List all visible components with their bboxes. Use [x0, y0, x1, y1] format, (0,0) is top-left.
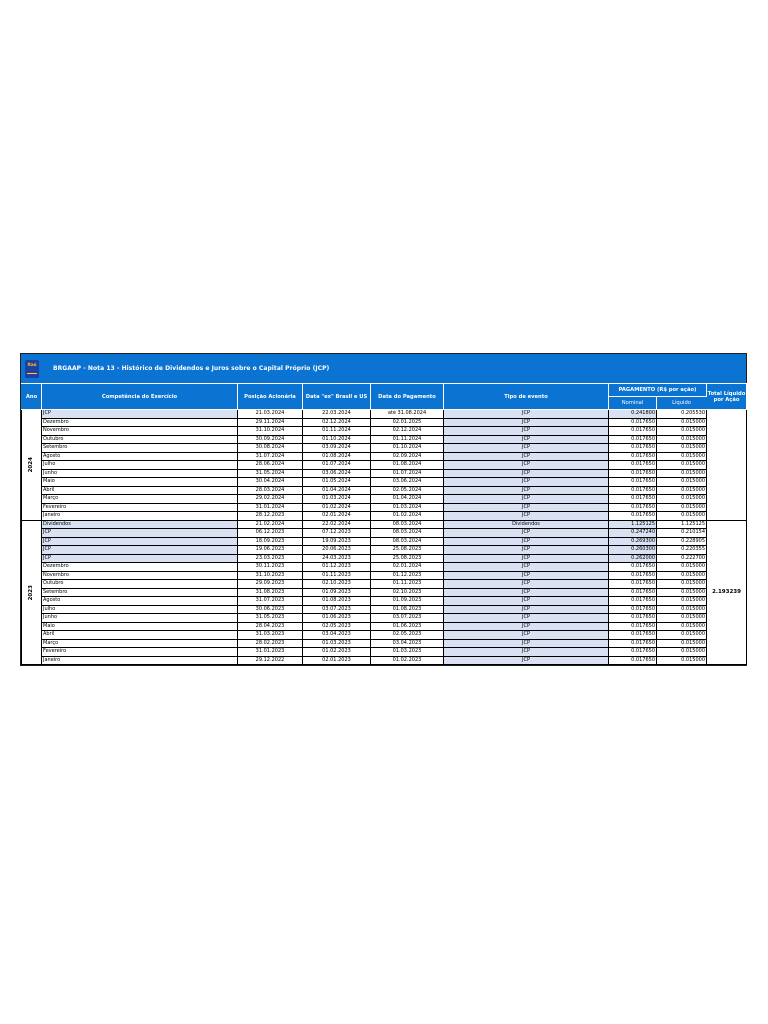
cell-liquido: 0.015000 — [657, 571, 707, 580]
cell-data-ex: 01.02.2023 — [303, 648, 371, 657]
cell-data-ex: 02.12.2024 — [303, 418, 371, 427]
cell-tipo-evento: JCP — [444, 580, 609, 589]
cell-tipo-evento: JCP — [444, 418, 609, 427]
cell-data-pagamento: 03.07.2023 — [371, 614, 444, 623]
cell-nominal: 0.241800 — [609, 410, 657, 419]
cell-competencia: Novembro — [42, 427, 238, 436]
cell-total-liquido — [707, 410, 747, 521]
cell-liquido: 0.015000 — [657, 631, 707, 640]
cell-liquido: 0.015000 — [657, 512, 707, 521]
cell-nominal: 0.017650 — [609, 597, 657, 606]
cell-data-pagamento: até 31.08.2024 — [371, 410, 444, 419]
cell-data-pagamento: 08.03.2024 — [371, 529, 444, 538]
cell-tipo-evento: JCP — [444, 631, 609, 640]
cell-liquido: 0.015000 — [657, 461, 707, 470]
cell-nominal: 0.017650 — [609, 486, 657, 495]
cell-liquido: 0.015000 — [657, 563, 707, 572]
itau-logo — [25, 360, 39, 378]
cell-liquido: 0.015000 — [657, 597, 707, 606]
cell-competencia: Julho — [42, 461, 238, 470]
cell-competencia: Janeiro — [42, 656, 238, 665]
table-row — [22, 580, 747, 589]
cell-liquido: 0.015000 — [657, 648, 707, 657]
cell-tipo-evento: JCP — [444, 622, 609, 631]
cell-posicao-acionaria: 31.01.2023 — [238, 648, 303, 657]
cell-tipo-evento: JCP — [444, 486, 609, 495]
cell-tipo-evento: JCP — [444, 495, 609, 504]
cell-data-pagamento: 08.03.2024 — [371, 537, 444, 546]
cell-tipo-evento: JCP — [444, 435, 609, 444]
table-row — [22, 452, 747, 461]
cell-liquido: 1.125125 — [657, 520, 707, 529]
cell-competencia: Abril — [42, 631, 238, 640]
cell-data-pagamento: 01.12.2023 — [371, 571, 444, 580]
cell-data-pagamento: 01.04.2024 — [371, 495, 444, 504]
cell-competencia: Setembro — [42, 588, 238, 597]
cell-data-ex: 01.04.2024 — [303, 486, 371, 495]
cell-liquido: 0.015000 — [657, 588, 707, 597]
cell-competencia: Fevereiro — [42, 503, 238, 512]
cell-data-ex: 19.09.2023 — [303, 537, 371, 546]
cell-data-pagamento: 01.08.2024 — [371, 461, 444, 470]
cell-tipo-evento: JCP — [444, 512, 609, 521]
cell-liquido: 0.015000 — [657, 639, 707, 648]
cell-data-ex: 03.09.2024 — [303, 444, 371, 453]
cell-posicao-acionaria: 29.02.2024 — [238, 495, 303, 504]
cell-posicao-acionaria: 30.06.2023 — [238, 605, 303, 614]
header-total-liquido: Total Líquido por Ação — [707, 384, 747, 410]
title-bar — [21, 354, 746, 383]
cell-nominal: 0.017650 — [609, 563, 657, 572]
cell-liquido: 0.015000 — [657, 503, 707, 512]
cell-data-pagamento: 02.09.2024 — [371, 452, 444, 461]
cell-competencia: Janeiro — [42, 512, 238, 521]
table-header — [22, 384, 747, 410]
header-competencia: Competência do Exercício — [42, 384, 238, 410]
cell-competencia: Maio — [42, 478, 238, 487]
cell-tipo-evento: JCP — [444, 410, 609, 419]
cell-liquido: 0.015000 — [657, 452, 707, 461]
cell-data-pagamento: 01.09.2023 — [371, 597, 444, 606]
table-row — [22, 571, 747, 580]
cell-competencia: Março — [42, 495, 238, 504]
cell-competencia: Março — [42, 639, 238, 648]
cell-liquido: 0.015000 — [657, 495, 707, 504]
cell-competencia: Julho — [42, 605, 238, 614]
cell-data-ex: 07.12.2023 — [303, 529, 371, 538]
cell-nominal: 0.017650 — [609, 435, 657, 444]
table-row — [22, 427, 747, 436]
cell-competencia: JCP — [42, 537, 238, 546]
cell-data-pagamento: 02.05.2024 — [371, 486, 444, 495]
table-row — [22, 529, 747, 538]
cell-data-pagamento: 25.08.2023 — [371, 554, 444, 563]
cell-data-pagamento: 01.07.2024 — [371, 469, 444, 478]
cell-nominal: 0.017650 — [609, 512, 657, 521]
cell-posicao-acionaria: 28.03.2024 — [238, 486, 303, 495]
cell-competencia: Junho — [42, 614, 238, 623]
table-row — [22, 410, 747, 419]
cell-data-ex: 01.05.2024 — [303, 478, 371, 487]
cell-data-pagamento: 01.11.2024 — [371, 435, 444, 444]
cell-nominal: 0.017650 — [609, 622, 657, 631]
cell-tipo-evento: JCP — [444, 554, 609, 563]
cell-data-ex: 03.04.2023 — [303, 631, 371, 640]
cell-nominal: 0.017650 — [609, 571, 657, 580]
cell-liquido: 0.015000 — [657, 622, 707, 631]
table-row — [22, 486, 747, 495]
cell-posicao-acionaria: 30.04.2024 — [238, 478, 303, 487]
cell-posicao-acionaria: 31.01.2024 — [238, 503, 303, 512]
cell-total-liquido: 2.193239 — [707, 520, 747, 665]
cell-competencia: Junho — [42, 469, 238, 478]
cell-posicao-acionaria: 29.09.2023 — [238, 580, 303, 589]
cell-posicao-acionaria: 31.03.2023 — [238, 631, 303, 640]
cell-data-ex: 03.06.2024 — [303, 469, 371, 478]
cell-competencia: Maio — [42, 622, 238, 631]
year-label: 2024 — [27, 457, 34, 473]
cell-data-pagamento: 02.10.2023 — [371, 588, 444, 597]
cell-competencia: Dividendos — [42, 520, 238, 529]
cell-posicao-acionaria: 21.03.2024 — [238, 410, 303, 419]
cell-data-ex: 20.06.2023 — [303, 546, 371, 555]
cell-tipo-evento: JCP — [444, 571, 609, 580]
cell-posicao-acionaria: 31.07.2024 — [238, 452, 303, 461]
cell-liquido: 0.015000 — [657, 614, 707, 623]
table-row — [22, 639, 747, 648]
cell-liquido: 0.015000 — [657, 605, 707, 614]
cell-nominal: 0.017650 — [609, 605, 657, 614]
cell-nominal: 0.017650 — [609, 614, 657, 623]
cell-posicao-acionaria: 06.12.2023 — [238, 529, 303, 538]
cell-nominal: 0.017650 — [609, 648, 657, 657]
cell-liquido: 0.015000 — [657, 478, 707, 487]
cell-data-ex: 02.10.2023 — [303, 580, 371, 589]
dividend-history-sheet — [20, 353, 747, 666]
cell-tipo-evento: JCP — [444, 529, 609, 538]
cell-tipo-evento: JCP — [444, 461, 609, 470]
cell-data-ex: 22.03.2024 — [303, 410, 371, 419]
header-posicao-acionaria: Posição Acionária — [238, 384, 303, 410]
cell-data-ex: 01.10.2024 — [303, 435, 371, 444]
cell-data-pagamento: 02.12.2024 — [371, 427, 444, 436]
table-row — [22, 537, 747, 546]
cell-tipo-evento: JCP — [444, 614, 609, 623]
cell-competencia: Dezembro — [42, 563, 238, 572]
cell-data-pagamento: 01.08.2023 — [371, 605, 444, 614]
cell-data-pagamento: 02.01.2024 — [371, 563, 444, 572]
cell-liquido: 0.220355 — [657, 546, 707, 555]
cell-competencia: Agosto — [42, 597, 238, 606]
cell-data-pagamento: 03.06.2024 — [371, 478, 444, 487]
cell-nominal: 1.125125 — [609, 520, 657, 529]
cell-data-ex: 01.08.2023 — [303, 597, 371, 606]
cell-tipo-evento: JCP — [444, 648, 609, 657]
cell-data-pagamento: 01.03.2023 — [371, 648, 444, 657]
cell-data-ex: 24.03.2023 — [303, 554, 371, 563]
cell-nominal: 0.017650 — [609, 444, 657, 453]
header-data-ex: Data "ex" Brasil e US — [303, 384, 371, 410]
logo-text: Itaú — [27, 361, 37, 367]
cell-posicao-acionaria: 31.05.2023 — [238, 614, 303, 623]
table-row — [22, 435, 747, 444]
table-row — [22, 520, 747, 529]
cell-data-ex: 01.02.2024 — [303, 503, 371, 512]
table-row — [22, 495, 747, 504]
cell-data-ex: 01.12.2023 — [303, 563, 371, 572]
cell-posicao-acionaria: 28.12.2023 — [238, 512, 303, 521]
cell-liquido: 0.015000 — [657, 418, 707, 427]
cell-tipo-evento: JCP — [444, 563, 609, 572]
cell-tipo-evento: JCP — [444, 469, 609, 478]
cell-competencia: Outubro — [42, 580, 238, 589]
cell-posicao-acionaria: 23.03.2023 — [238, 554, 303, 563]
table-row — [22, 546, 747, 555]
cell-tipo-evento: JCP — [444, 546, 609, 555]
cell-data-pagamento: 01.06.2023 — [371, 622, 444, 631]
cell-nominal: 0.017650 — [609, 461, 657, 470]
cell-competencia: Setembro — [42, 444, 238, 453]
table-row — [22, 478, 747, 487]
table-row — [22, 461, 747, 470]
cell-data-pagamento: 01.02.2024 — [371, 512, 444, 521]
cell-posicao-acionaria: 21.02.2024 — [238, 520, 303, 529]
cell-tipo-evento: JCP — [444, 597, 609, 606]
cell-posicao-acionaria: 18.09.2023 — [238, 537, 303, 546]
cell-liquido: 0.015000 — [657, 580, 707, 589]
cell-competencia: Outubro — [42, 435, 238, 444]
cell-competencia: Abril — [42, 486, 238, 495]
cell-tipo-evento: JCP — [444, 478, 609, 487]
header-ano: Ano — [22, 384, 42, 410]
cell-data-ex: 01.06.2023 — [303, 614, 371, 623]
cell-competencia: JCP — [42, 546, 238, 555]
cell-posicao-acionaria: 31.10.2024 — [238, 427, 303, 436]
cell-liquido: 0.210154 — [657, 529, 707, 538]
cell-nominal: 0.017650 — [609, 639, 657, 648]
cell-liquido: 0.015000 — [657, 656, 707, 665]
cell-tipo-evento: JCP — [444, 588, 609, 597]
cell-data-pagamento: 01.11.2023 — [371, 580, 444, 589]
cell-tipo-evento: JCP — [444, 537, 609, 546]
cell-nominal: 0.247240 — [609, 529, 657, 538]
cell-competencia: Dezembro — [42, 418, 238, 427]
cell-tipo-evento: JCP — [444, 639, 609, 648]
cell-tipo-evento: JCP — [444, 605, 609, 614]
cell-nominal: 0.017650 — [609, 495, 657, 504]
cell-competencia: JCP — [42, 529, 238, 538]
cell-nominal: 0.017650 — [609, 452, 657, 461]
cell-nominal: 0.017650 — [609, 588, 657, 597]
table-row — [22, 554, 747, 563]
cell-data-ex: 01.03.2024 — [303, 495, 371, 504]
cell-data-pagamento: 01.02.2023 — [371, 656, 444, 665]
cell-tipo-evento: JCP — [444, 656, 609, 665]
cell-posicao-acionaria: 31.08.2023 — [238, 588, 303, 597]
year-label: 2023 — [27, 584, 34, 600]
cell-tipo-evento: JCP — [444, 503, 609, 512]
cell-posicao-acionaria: 31.10.2023 — [238, 571, 303, 580]
cell-nominal: 0.017650 — [609, 503, 657, 512]
cell-nominal: 0.017650 — [609, 478, 657, 487]
cell-posicao-acionaria: 29.11.2024 — [238, 418, 303, 427]
table-row — [22, 503, 747, 512]
cell-posicao-acionaria: 30.08.2024 — [238, 444, 303, 453]
table-row — [22, 588, 747, 597]
table-row — [22, 418, 747, 427]
cell-posicao-acionaria: 28.06.2024 — [238, 461, 303, 470]
table-row — [22, 512, 747, 521]
cell-posicao-acionaria: 31.05.2024 — [238, 469, 303, 478]
cell-nominal: 0.017650 — [609, 580, 657, 589]
sheet-title: BRGAAP - Nota 13 - Histórico de Dividendos e Juros sobre o Capital Próprio (JCP) — [53, 365, 330, 372]
cell-tipo-evento: JCP — [444, 444, 609, 453]
cell-tipo-evento: JCP — [444, 427, 609, 436]
table-row — [22, 597, 747, 606]
cell-posicao-acionaria: 28.04.2023 — [238, 622, 303, 631]
cell-data-ex: 02.05.2023 — [303, 622, 371, 631]
cell-liquido: 0.015000 — [657, 469, 707, 478]
cell-data-ex: 01.03.2023 — [303, 639, 371, 648]
cell-liquido: 0.015000 — [657, 427, 707, 436]
table-row — [22, 622, 747, 631]
cell-tipo-evento: JCP — [444, 452, 609, 461]
cell-nominal: 0.017650 — [609, 656, 657, 665]
cell-liquido: 0.015000 — [657, 435, 707, 444]
cell-data-pagamento: 03.04.2023 — [371, 639, 444, 648]
table-body — [22, 410, 747, 665]
header-tipo-evento: Tipo de evento — [444, 384, 609, 410]
cell-posicao-acionaria: 31.07.2023 — [238, 597, 303, 606]
cell-tipo-evento: Dividendos — [444, 520, 609, 529]
year-cell — [22, 520, 42, 665]
cell-data-pagamento: 08.03.2024 — [371, 520, 444, 529]
cell-data-ex: 01.08.2024 — [303, 452, 371, 461]
year-cell — [22, 410, 42, 521]
header-nominal: Nominal — [609, 397, 657, 410]
table-row — [22, 469, 747, 478]
cell-data-ex: 02.01.2023 — [303, 656, 371, 665]
header-data-pagamento: Data do Pagamento — [371, 384, 444, 410]
table-row — [22, 563, 747, 572]
table-row — [22, 656, 747, 665]
cell-data-pagamento: 02.05.2023 — [371, 631, 444, 640]
cell-nominal: 0.260300 — [609, 546, 657, 555]
table-row — [22, 631, 747, 640]
cell-posicao-acionaria: 28.02.2023 — [238, 639, 303, 648]
table-row — [22, 614, 747, 623]
header-liquido: Líquido — [657, 397, 707, 410]
cell-liquido: 0.015000 — [657, 486, 707, 495]
cell-liquido: 0.228905 — [657, 537, 707, 546]
cell-data-ex: 02.01.2024 — [303, 512, 371, 521]
cell-nominal: 0.017650 — [609, 469, 657, 478]
cell-liquido: 0.015000 — [657, 444, 707, 453]
cell-posicao-acionaria: 30.11.2023 — [238, 563, 303, 572]
cell-competencia: Agosto — [42, 452, 238, 461]
table-row — [22, 648, 747, 657]
cell-competencia: JCP — [42, 554, 238, 563]
cell-data-pagamento: 25.08.2023 — [371, 546, 444, 555]
cell-competencia: Fevereiro — [42, 648, 238, 657]
cell-nominal: 0.269300 — [609, 537, 657, 546]
cell-data-ex: 01.11.2024 — [303, 427, 371, 436]
cell-data-pagamento: 01.03.2024 — [371, 503, 444, 512]
cell-data-ex: 22.02.2024 — [303, 520, 371, 529]
cell-nominal: 0.017650 — [609, 418, 657, 427]
cell-liquido: 0.222700 — [657, 554, 707, 563]
cell-data-ex: 03.07.2023 — [303, 605, 371, 614]
table-row — [22, 605, 747, 614]
cell-nominal: 0.017650 — [609, 427, 657, 436]
logo-stripe — [27, 373, 37, 374]
cell-data-pagamento: 02.01.2025 — [371, 418, 444, 427]
header-pagamento-group: PAGAMENTO (R$ por ação) — [609, 384, 707, 397]
cell-competencia: Novembro — [42, 571, 238, 580]
cell-data-ex: 01.09.2023 — [303, 588, 371, 597]
cell-nominal: 0.262000 — [609, 554, 657, 563]
cell-data-ex: 01.11.2023 — [303, 571, 371, 580]
cell-posicao-acionaria: 30.09.2024 — [238, 435, 303, 444]
cell-data-ex: 01.07.2024 — [303, 461, 371, 470]
cell-posicao-acionaria: 29.12.2022 — [238, 656, 303, 665]
cell-data-pagamento: 01.10.2024 — [371, 444, 444, 453]
cell-nominal: 0.017650 — [609, 631, 657, 640]
cell-liquido: 0.205530 — [657, 410, 707, 419]
table-row — [22, 444, 747, 453]
cell-competencia: JCP — [42, 410, 238, 419]
dividend-table — [21, 383, 747, 665]
cell-posicao-acionaria: 19.06.2023 — [238, 546, 303, 555]
